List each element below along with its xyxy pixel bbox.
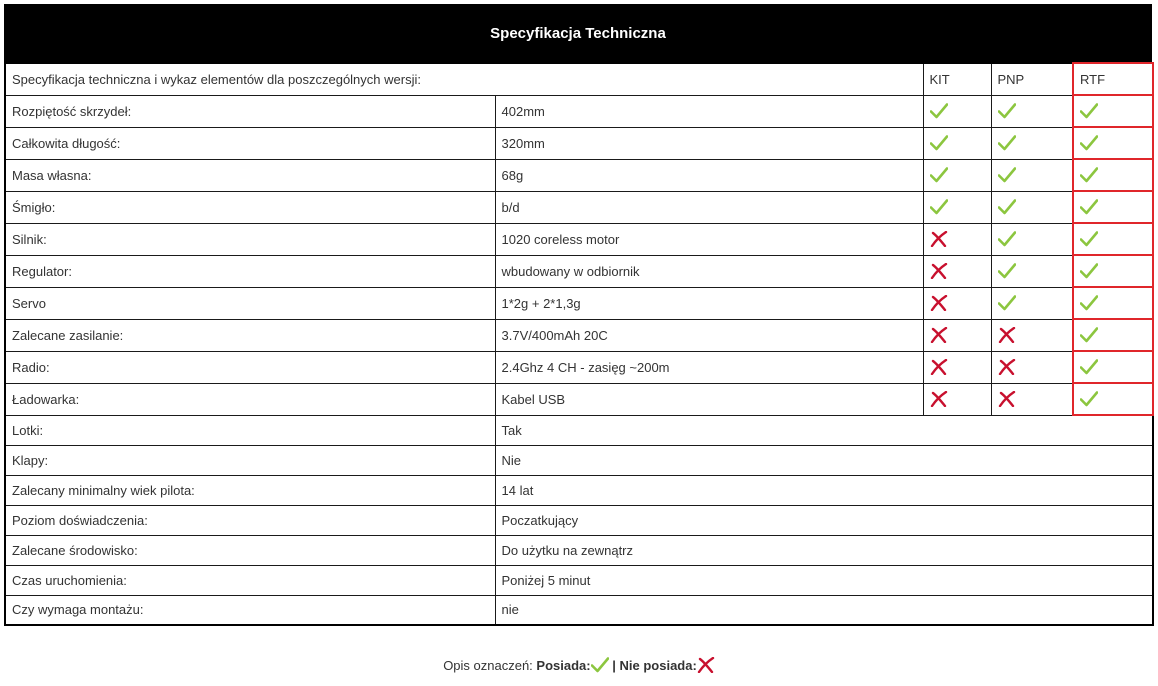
check-icon — [1080, 135, 1152, 151]
spec-header-row — [5, 63, 1153, 95]
spec-value: b/d — [495, 191, 923, 223]
legend-not-has-label: Nie posiada: — [619, 658, 697, 673]
cross-icon — [998, 391, 1073, 407]
spec-row — [5, 535, 1153, 565]
spec-value: 402mm — [495, 95, 923, 127]
spec-value: Tak — [495, 415, 1153, 445]
spec-label: Klapy: — [5, 445, 495, 475]
spec-label: Poziom doświadczenia: — [5, 505, 495, 535]
spec-label: Rozpiętość skrzydeł: — [5, 95, 495, 127]
column-header-kit: KIT — [923, 63, 991, 95]
check-icon — [998, 295, 1073, 311]
check-icon — [930, 167, 991, 183]
check-icon — [1080, 199, 1152, 215]
pnp-cell — [991, 319, 1073, 351]
spec-label: Servo — [5, 287, 495, 319]
spec-label: Ładowarka: — [5, 383, 495, 415]
legend-has-label: Posiada: — [536, 658, 591, 673]
spec-value: Poczatkujący — [495, 505, 1153, 535]
spec-table-body — [5, 63, 1153, 625]
spec-table — [4, 62, 1154, 626]
kit-cell — [923, 127, 991, 159]
check-icon — [1080, 327, 1152, 343]
rtf-cell — [1073, 223, 1153, 255]
check-icon — [1080, 295, 1152, 311]
check-icon — [1080, 167, 1152, 183]
spec-label: Zalecany minimalny wiek pilota: — [5, 475, 495, 505]
spec-label: Regulator: — [5, 255, 495, 287]
spec-value: Kabel USB — [495, 383, 923, 415]
kit-cell — [923, 159, 991, 191]
kit-cell — [923, 223, 991, 255]
spec-label: Czy wymaga montażu: — [5, 595, 495, 625]
check-icon — [930, 103, 991, 119]
kit-cell — [923, 287, 991, 319]
check-icon — [1080, 391, 1152, 407]
kit-cell — [923, 383, 991, 415]
spec-row — [5, 127, 1153, 159]
cross-icon — [697, 657, 715, 673]
rtf-cell — [1073, 95, 1153, 127]
rtf-cell — [1073, 159, 1153, 191]
spec-value: 68g — [495, 159, 923, 191]
spec-header-label: Specyfikacja techniczna i wykaz elementów dla poszczególnych wersji: — [5, 63, 923, 95]
column-header-rtf: RTF — [1073, 63, 1153, 95]
rtf-cell — [1073, 383, 1153, 415]
check-icon — [998, 199, 1073, 215]
spec-value: 3.7V/400mAh 20C — [495, 319, 923, 351]
spec-value: 1*2g + 2*1,3g — [495, 287, 923, 319]
kit-cell — [923, 351, 991, 383]
spec-value: 1020 coreless motor — [495, 223, 923, 255]
spec-label: Czas uruchomienia: — [5, 565, 495, 595]
check-icon — [1080, 103, 1152, 119]
check-icon — [1080, 263, 1152, 279]
cross-icon — [930, 359, 991, 375]
check-icon — [930, 135, 991, 151]
pnp-cell — [991, 127, 1073, 159]
rtf-cell — [1073, 351, 1153, 383]
legend — [0, 657, 1158, 673]
pnp-cell — [991, 159, 1073, 191]
rtf-cell — [1073, 127, 1153, 159]
pnp-cell — [991, 351, 1073, 383]
pnp-cell — [991, 383, 1073, 415]
cross-icon — [930, 295, 991, 311]
kit-cell — [923, 319, 991, 351]
spec-row — [5, 415, 1153, 445]
spec-title-bar — [4, 4, 1152, 62]
spec-row — [5, 351, 1153, 383]
kit-cell — [923, 255, 991, 287]
spec-value: Poniżej 5 minut — [495, 565, 1153, 595]
legend-prefix: Opis oznaczeń: — [443, 658, 533, 673]
cross-icon — [998, 359, 1073, 375]
check-icon — [998, 135, 1073, 151]
spec-title: Specyfikacja Techniczna — [490, 24, 666, 42]
cross-icon — [930, 391, 991, 407]
spec-row — [5, 255, 1153, 287]
spec-label: Całkowita długość: — [5, 127, 495, 159]
spec-row — [5, 383, 1153, 415]
check-icon — [998, 231, 1073, 247]
check-icon — [1080, 231, 1152, 247]
spec-value: Do użytku na zewnątrz — [495, 535, 1153, 565]
pnp-cell — [991, 255, 1073, 287]
spec-row — [5, 223, 1153, 255]
pnp-cell — [991, 287, 1073, 319]
spec-row — [5, 159, 1153, 191]
pnp-cell — [991, 191, 1073, 223]
check-icon — [1080, 359, 1152, 375]
cross-icon — [930, 263, 991, 279]
spec-label: Zalecane zasilanie: — [5, 319, 495, 351]
rtf-cell — [1073, 191, 1153, 223]
spec-value: 2.4Ghz 4 CH - zasięg ~200m — [495, 351, 923, 383]
spec-label: Radio: — [5, 351, 495, 383]
spec-row — [5, 319, 1153, 351]
kit-cell — [923, 95, 991, 127]
spec-row — [5, 191, 1153, 223]
spec-row — [5, 95, 1153, 127]
check-icon — [998, 103, 1073, 119]
rtf-cell — [1073, 319, 1153, 351]
spec-label: Zalecane środowisko: — [5, 535, 495, 565]
spec-container — [4, 4, 1152, 626]
cross-icon — [930, 231, 991, 247]
pnp-cell — [991, 95, 1073, 127]
spec-row — [5, 505, 1153, 535]
legend-separator: | — [612, 658, 616, 673]
check-icon — [998, 263, 1073, 279]
spec-label: Masa własna: — [5, 159, 495, 191]
check-icon — [998, 167, 1073, 183]
spec-value: wbudowany w odbiornik — [495, 255, 923, 287]
spec-value: 320mm — [495, 127, 923, 159]
spec-value: Nie — [495, 445, 1153, 475]
check-icon — [930, 199, 991, 215]
rtf-cell — [1073, 287, 1153, 319]
spec-value: 14 lat — [495, 475, 1153, 505]
spec-label: Śmigło: — [5, 191, 495, 223]
spec-row — [5, 287, 1153, 319]
spec-label: Lotki: — [5, 415, 495, 445]
cross-icon — [998, 327, 1073, 343]
rtf-cell — [1073, 255, 1153, 287]
spec-row — [5, 565, 1153, 595]
pnp-cell — [991, 223, 1073, 255]
spec-row — [5, 445, 1153, 475]
spec-row — [5, 595, 1153, 625]
spec-value: nie — [495, 595, 1153, 625]
kit-cell — [923, 191, 991, 223]
check-icon — [591, 657, 609, 673]
spec-row — [5, 475, 1153, 505]
spec-label: Silnik: — [5, 223, 495, 255]
column-header-pnp: PNP — [991, 63, 1073, 95]
cross-icon — [930, 327, 991, 343]
